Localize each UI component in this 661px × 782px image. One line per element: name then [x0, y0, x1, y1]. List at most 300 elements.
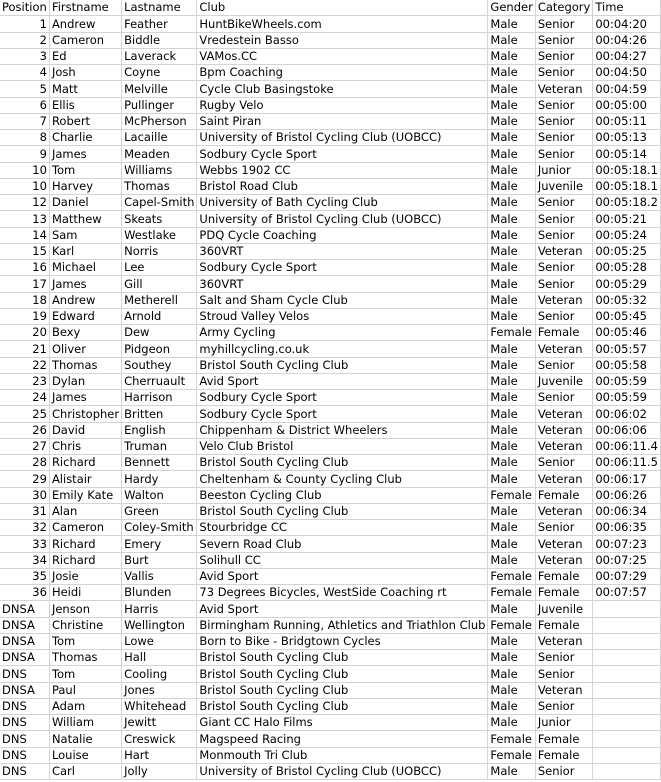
gender-cell[interactable]: Male	[488, 178, 535, 194]
lastname-cell[interactable]: Hart	[122, 747, 197, 763]
lastname-cell[interactable]: Cooling	[122, 666, 197, 682]
club-cell[interactable]: Bpm Coaching	[197, 65, 488, 81]
category-cell[interactable]: Junior	[535, 162, 593, 178]
lastname-cell[interactable]: Thomas	[122, 178, 197, 194]
time-cell[interactable]: 00:06:11.4	[593, 438, 661, 454]
category-cell[interactable]: Female	[535, 731, 593, 747]
position-cell[interactable]: 4	[0, 65, 49, 81]
firstname-cell[interactable]: Bexy	[49, 325, 121, 341]
gender-cell[interactable]: Male	[488, 455, 535, 471]
gender-cell[interactable]: Male	[488, 422, 535, 438]
club-cell[interactable]: PDQ Cycle Coaching	[197, 227, 488, 243]
category-cell[interactable]: Senior	[535, 113, 593, 129]
club-cell[interactable]: Cycle Club Basingstoke	[197, 81, 488, 97]
position-cell[interactable]: 30	[0, 487, 49, 503]
category-cell[interactable]: Senior	[535, 650, 593, 666]
firstname-cell[interactable]: Josie	[49, 568, 121, 584]
header-club[interactable]: Club	[197, 0, 488, 16]
header-time[interactable]: Time	[593, 0, 661, 16]
category-cell[interactable]: Senior	[535, 308, 593, 324]
position-cell[interactable]: 13	[0, 211, 49, 227]
position-cell[interactable]: 26	[0, 422, 49, 438]
gender-cell[interactable]: Male	[488, 32, 535, 48]
firstname-cell[interactable]: Louise	[49, 747, 121, 763]
club-cell[interactable]: 360VRT	[197, 243, 488, 259]
club-cell[interactable]: Beeston Cycling Club	[197, 487, 488, 503]
category-cell[interactable]: Female	[535, 585, 593, 601]
lastname-cell[interactable]: Capel-Smith	[122, 195, 197, 211]
time-cell[interactable]: 00:05:58	[593, 357, 661, 373]
position-cell[interactable]: DNSA	[0, 650, 49, 666]
time-cell[interactable]: 00:06:11.5	[593, 455, 661, 471]
category-cell[interactable]: Senior	[535, 520, 593, 536]
category-cell[interactable]: Veteran	[535, 81, 593, 97]
lastname-cell[interactable]: Lee	[122, 260, 197, 276]
club-cell[interactable]: Birmingham Running, Athletics and Triathlon Club	[197, 617, 488, 633]
gender-cell[interactable]: Male	[488, 503, 535, 519]
time-cell[interactable]	[593, 747, 661, 763]
gender-cell[interactable]: Male	[488, 211, 535, 227]
lastname-cell[interactable]: Williams	[122, 162, 197, 178]
time-cell[interactable]: 00:05:18.1	[593, 178, 661, 194]
lastname-cell[interactable]: Laverack	[122, 48, 197, 64]
category-cell[interactable]: Female	[535, 747, 593, 763]
firstname-cell[interactable]: Ellis	[49, 97, 121, 113]
lastname-cell[interactable]: English	[122, 422, 197, 438]
category-cell[interactable]: Senior	[535, 390, 593, 406]
category-cell[interactable]: Senior	[535, 666, 593, 682]
club-cell[interactable]: University of Bath Cycling Club	[197, 195, 488, 211]
gender-cell[interactable]: Male	[488, 260, 535, 276]
time-cell[interactable]: 00:06:17	[593, 471, 661, 487]
firstname-cell[interactable]: James	[49, 146, 121, 162]
position-cell[interactable]: 20	[0, 325, 49, 341]
position-cell[interactable]: DNS	[0, 698, 49, 714]
time-cell[interactable]: 00:05:28	[593, 260, 661, 276]
club-cell[interactable]: Bristol South Cycling Club	[197, 357, 488, 373]
lastname-cell[interactable]: Biddle	[122, 32, 197, 48]
lastname-cell[interactable]: Meaden	[122, 146, 197, 162]
time-cell[interactable]: 00:05:29	[593, 276, 661, 292]
gender-cell[interactable]: Female	[488, 325, 535, 341]
gender-cell[interactable]: Male	[488, 406, 535, 422]
gender-cell[interactable]: Male	[488, 81, 535, 97]
lastname-cell[interactable]: Coyne	[122, 65, 197, 81]
lastname-cell[interactable]: Truman	[122, 438, 197, 454]
time-cell[interactable]: 00:05:59	[593, 373, 661, 389]
time-cell[interactable]: 00:04:26	[593, 32, 661, 48]
firstname-cell[interactable]: Thomas	[49, 357, 121, 373]
category-cell[interactable]: Juvenile	[535, 373, 593, 389]
time-cell[interactable]: 00:05:00	[593, 97, 661, 113]
position-cell[interactable]: DNS	[0, 747, 49, 763]
club-cell[interactable]: Saint Piran	[197, 113, 488, 129]
firstname-cell[interactable]: Cameron	[49, 520, 121, 536]
club-cell[interactable]: 73 Degrees Bicycles, WestSide Coaching rt	[197, 585, 488, 601]
gender-cell[interactable]: Male	[488, 243, 535, 259]
time-cell[interactable]: 00:05:21	[593, 211, 661, 227]
firstname-cell[interactable]: Michael	[49, 260, 121, 276]
club-cell[interactable]: Born to Bike - Bridgtown Cycles	[197, 633, 488, 649]
lastname-cell[interactable]: Norris	[122, 243, 197, 259]
position-cell[interactable]: 28	[0, 455, 49, 471]
position-cell[interactable]: 3	[0, 48, 49, 64]
time-cell[interactable]: 00:05:24	[593, 227, 661, 243]
time-cell[interactable]: 00:05:46	[593, 325, 661, 341]
firstname-cell[interactable]: James	[49, 276, 121, 292]
position-cell[interactable]: DNS	[0, 763, 49, 779]
category-cell[interactable]: Senior	[535, 211, 593, 227]
time-cell[interactable]: 00:05:18.1	[593, 162, 661, 178]
lastname-cell[interactable]: Coley-Smith	[122, 520, 197, 536]
time-cell[interactable]: 00:05:13	[593, 130, 661, 146]
position-cell[interactable]: 22	[0, 357, 49, 373]
category-cell[interactable]: Veteran	[535, 422, 593, 438]
club-cell[interactable]: University of Bristol Cycling Club (UOBCC)	[197, 211, 488, 227]
firstname-cell[interactable]: Heidi	[49, 585, 121, 601]
category-cell[interactable]: Female	[535, 617, 593, 633]
position-cell[interactable]: 16	[0, 260, 49, 276]
gender-cell[interactable]: Male	[488, 438, 535, 454]
time-cell[interactable]: 00:07:25	[593, 552, 661, 568]
gender-cell[interactable]: Male	[488, 97, 535, 113]
gender-cell[interactable]: Male	[488, 373, 535, 389]
club-cell[interactable]: Solihull CC	[197, 552, 488, 568]
time-cell[interactable]	[593, 601, 661, 617]
gender-cell[interactable]: Male	[488, 113, 535, 129]
lastname-cell[interactable]: Jones	[122, 682, 197, 698]
time-cell[interactable]: 00:06:26	[593, 487, 661, 503]
category-cell[interactable]: Senior	[535, 763, 593, 779]
category-cell[interactable]: Senior	[535, 698, 593, 714]
position-cell[interactable]: 27	[0, 438, 49, 454]
gender-cell[interactable]: Male	[488, 552, 535, 568]
lastname-cell[interactable]: Britten	[122, 406, 197, 422]
firstname-cell[interactable]: Carl	[49, 763, 121, 779]
category-cell[interactable]: Female	[535, 325, 593, 341]
category-cell[interactable]: Junior	[535, 715, 593, 731]
time-cell[interactable]: 00:05:11	[593, 113, 661, 129]
gender-cell[interactable]: Male	[488, 390, 535, 406]
club-cell[interactable]: Bristol South Cycling Club	[197, 455, 488, 471]
club-cell[interactable]: Chippenham & District Wheelers	[197, 422, 488, 438]
category-cell[interactable]: Senior	[535, 130, 593, 146]
time-cell[interactable]	[593, 682, 661, 698]
category-cell[interactable]: Senior	[535, 16, 593, 32]
lastname-cell[interactable]: Creswick	[122, 731, 197, 747]
category-cell[interactable]: Juvenile	[535, 178, 593, 194]
firstname-cell[interactable]: Edward	[49, 308, 121, 324]
category-cell[interactable]: Veteran	[535, 503, 593, 519]
gender-cell[interactable]: Male	[488, 130, 535, 146]
gender-cell[interactable]: Male	[488, 763, 535, 779]
firstname-cell[interactable]: Dylan	[49, 373, 121, 389]
firstname-cell[interactable]: Richard	[49, 455, 121, 471]
gender-cell[interactable]: Male	[488, 341, 535, 357]
time-cell[interactable]: 00:07:57	[593, 585, 661, 601]
gender-cell[interactable]: Female	[488, 747, 535, 763]
gender-cell[interactable]: Female	[488, 617, 535, 633]
lastname-cell[interactable]: Wellington	[122, 617, 197, 633]
gender-cell[interactable]: Male	[488, 195, 535, 211]
header-position[interactable]: Position	[0, 0, 49, 16]
club-cell[interactable]: Rugby Velo	[197, 97, 488, 113]
firstname-cell[interactable]: Sam	[49, 227, 121, 243]
lastname-cell[interactable]: Harrison	[122, 390, 197, 406]
gender-cell[interactable]: Male	[488, 520, 535, 536]
firstname-cell[interactable]: Josh	[49, 65, 121, 81]
time-cell[interactable]: 00:05:25	[593, 243, 661, 259]
lastname-cell[interactable]: Lowe	[122, 633, 197, 649]
club-cell[interactable]: Giant CC Halo Films	[197, 715, 488, 731]
category-cell[interactable]: Senior	[535, 146, 593, 162]
club-cell[interactable]: Avid Sport	[197, 373, 488, 389]
gender-cell[interactable]: Male	[488, 48, 535, 64]
time-cell[interactable]: 00:05:18.2	[593, 195, 661, 211]
gender-cell[interactable]: Male	[488, 698, 535, 714]
club-cell[interactable]: VAMos.CC	[197, 48, 488, 64]
time-cell[interactable]: 00:04:50	[593, 65, 661, 81]
club-cell[interactable]: University of Bristol Cycling Club (UOBCC)	[197, 130, 488, 146]
category-cell[interactable]: Veteran	[535, 406, 593, 422]
category-cell[interactable]: Female	[535, 568, 593, 584]
lastname-cell[interactable]: Lacaille	[122, 130, 197, 146]
firstname-cell[interactable]: Jenson	[49, 601, 121, 617]
firstname-cell[interactable]: Alan	[49, 503, 121, 519]
club-cell[interactable]: Magspeed Racing	[197, 731, 488, 747]
firstname-cell[interactable]: James	[49, 390, 121, 406]
club-cell[interactable]: Cheltenham & County Cycling Club	[197, 471, 488, 487]
time-cell[interactable]: 00:07:23	[593, 536, 661, 552]
club-cell[interactable]: Velo Club Bristol	[197, 438, 488, 454]
gender-cell[interactable]: Male	[488, 65, 535, 81]
position-cell[interactable]: 21	[0, 341, 49, 357]
category-cell[interactable]: Senior	[535, 357, 593, 373]
position-cell[interactable]: 19	[0, 308, 49, 324]
lastname-cell[interactable]: Arnold	[122, 308, 197, 324]
firstname-cell[interactable]: William	[49, 715, 121, 731]
firstname-cell[interactable]: Cameron	[49, 32, 121, 48]
category-cell[interactable]: Senior	[535, 455, 593, 471]
club-cell[interactable]: Bristol Road Club	[197, 178, 488, 194]
time-cell[interactable]: 00:04:59	[593, 81, 661, 97]
lastname-cell[interactable]: McPherson	[122, 113, 197, 129]
position-cell[interactable]: 17	[0, 276, 49, 292]
firstname-cell[interactable]: Thomas	[49, 650, 121, 666]
firstname-cell[interactable]: Alistair	[49, 471, 121, 487]
category-cell[interactable]: Senior	[535, 32, 593, 48]
position-cell[interactable]: 36	[0, 585, 49, 601]
lastname-cell[interactable]: Blunden	[122, 585, 197, 601]
position-cell[interactable]: 8	[0, 130, 49, 146]
time-cell[interactable]	[593, 715, 661, 731]
time-cell[interactable]: 00:05:14	[593, 146, 661, 162]
lastname-cell[interactable]: Pullinger	[122, 97, 197, 113]
club-cell[interactable]: Bristol South Cycling Club	[197, 682, 488, 698]
firstname-cell[interactable]: Christopher	[49, 406, 121, 422]
lastname-cell[interactable]: Feather	[122, 16, 197, 32]
club-cell[interactable]: Avid Sport	[197, 601, 488, 617]
club-cell[interactable]: Stroud Valley Velos	[197, 308, 488, 324]
gender-cell[interactable]: Male	[488, 357, 535, 373]
category-cell[interactable]: Juvenile	[535, 601, 593, 617]
position-cell[interactable]: 23	[0, 373, 49, 389]
time-cell[interactable]: 00:05:57	[593, 341, 661, 357]
position-cell[interactable]: 2	[0, 32, 49, 48]
gender-cell[interactable]: Female	[488, 731, 535, 747]
category-cell[interactable]: Veteran	[535, 633, 593, 649]
club-cell[interactable]: Stourbridge CC	[197, 520, 488, 536]
club-cell[interactable]: Severn Road Club	[197, 536, 488, 552]
gender-cell[interactable]: Male	[488, 146, 535, 162]
header-firstname[interactable]: Firstname	[49, 0, 121, 16]
position-cell[interactable]: 18	[0, 292, 49, 308]
lastname-cell[interactable]: Green	[122, 503, 197, 519]
firstname-cell[interactable]: Tom	[49, 666, 121, 682]
category-cell[interactable]: Veteran	[535, 341, 593, 357]
club-cell[interactable]: Sodbury Cycle Sport	[197, 146, 488, 162]
lastname-cell[interactable]: Skeats	[122, 211, 197, 227]
firstname-cell[interactable]: Christine	[49, 617, 121, 633]
firstname-cell[interactable]: Karl	[49, 243, 121, 259]
firstname-cell[interactable]: Daniel	[49, 195, 121, 211]
time-cell[interactable]: 00:05:32	[593, 292, 661, 308]
position-cell[interactable]: DNS	[0, 715, 49, 731]
position-cell[interactable]: DNS	[0, 666, 49, 682]
firstname-cell[interactable]: Chris	[49, 438, 121, 454]
lastname-cell[interactable]: Harris	[122, 601, 197, 617]
club-cell[interactable]: Salt and Sham Cycle Club	[197, 292, 488, 308]
position-cell[interactable]: 9	[0, 146, 49, 162]
time-cell[interactable]: 00:07:29	[593, 568, 661, 584]
category-cell[interactable]: Senior	[535, 48, 593, 64]
gender-cell[interactable]: Male	[488, 292, 535, 308]
gender-cell[interactable]: Male	[488, 666, 535, 682]
club-cell[interactable]: myhillcycling.co.uk	[197, 341, 488, 357]
time-cell[interactable]	[593, 731, 661, 747]
club-cell[interactable]: Bristol South Cycling Club	[197, 503, 488, 519]
position-cell[interactable]: 5	[0, 81, 49, 97]
category-cell[interactable]: Senior	[535, 276, 593, 292]
firstname-cell[interactable]: Emily Kate	[49, 487, 121, 503]
position-cell[interactable]: DNS	[0, 731, 49, 747]
firstname-cell[interactable]: Oliver	[49, 341, 121, 357]
gender-cell[interactable]: Male	[488, 162, 535, 178]
lastname-cell[interactable]: Hall	[122, 650, 197, 666]
position-cell[interactable]: 32	[0, 520, 49, 536]
position-cell[interactable]: 34	[0, 552, 49, 568]
gender-cell[interactable]: Male	[488, 227, 535, 243]
club-cell[interactable]: Avid Sport	[197, 568, 488, 584]
time-cell[interactable]: 00:04:20	[593, 16, 661, 32]
position-cell[interactable]: 10	[0, 162, 49, 178]
position-cell[interactable]: 7	[0, 113, 49, 129]
lastname-cell[interactable]: Emery	[122, 536, 197, 552]
firstname-cell[interactable]: Matthew	[49, 211, 121, 227]
position-cell[interactable]: 24	[0, 390, 49, 406]
category-cell[interactable]: Veteran	[535, 243, 593, 259]
position-cell[interactable]: DNSA	[0, 633, 49, 649]
gender-cell[interactable]: Male	[488, 308, 535, 324]
time-cell[interactable]	[593, 633, 661, 649]
position-cell[interactable]: 29	[0, 471, 49, 487]
time-cell[interactable]: 00:06:02	[593, 406, 661, 422]
time-cell[interactable]: 00:05:45	[593, 308, 661, 324]
gender-cell[interactable]: Male	[488, 650, 535, 666]
gender-cell[interactable]: Male	[488, 682, 535, 698]
gender-cell[interactable]: Male	[488, 471, 535, 487]
firstname-cell[interactable]: Matt	[49, 81, 121, 97]
gender-cell[interactable]: Female	[488, 585, 535, 601]
category-cell[interactable]: Veteran	[535, 292, 593, 308]
firstname-cell[interactable]: Andrew	[49, 292, 121, 308]
lastname-cell[interactable]: Vallis	[122, 568, 197, 584]
club-cell[interactable]: Bristol South Cycling Club	[197, 666, 488, 682]
category-cell[interactable]: Veteran	[535, 536, 593, 552]
gender-cell[interactable]: Male	[488, 536, 535, 552]
position-cell[interactable]: 1	[0, 16, 49, 32]
firstname-cell[interactable]: Richard	[49, 536, 121, 552]
header-gender[interactable]: Gender	[488, 0, 535, 16]
firstname-cell[interactable]: Adam	[49, 698, 121, 714]
time-cell[interactable]	[593, 698, 661, 714]
gender-cell[interactable]: Female	[488, 487, 535, 503]
lastname-cell[interactable]: Jewitt	[122, 715, 197, 731]
position-cell[interactable]: 31	[0, 503, 49, 519]
gender-cell[interactable]: Male	[488, 276, 535, 292]
position-cell[interactable]: DNSA	[0, 601, 49, 617]
club-cell[interactable]: Army Cycling	[197, 325, 488, 341]
club-cell[interactable]: Sodbury Cycle Sport	[197, 406, 488, 422]
time-cell[interactable]: 00:06:35	[593, 520, 661, 536]
lastname-cell[interactable]: Burt	[122, 552, 197, 568]
firstname-cell[interactable]: Andrew	[49, 16, 121, 32]
time-cell[interactable]: 00:05:59	[593, 390, 661, 406]
category-cell[interactable]: Senior	[535, 260, 593, 276]
lastname-cell[interactable]: Bennett	[122, 455, 197, 471]
category-cell[interactable]: Senior	[535, 65, 593, 81]
firstname-cell[interactable]: Paul	[49, 682, 121, 698]
firstname-cell[interactable]: Tom	[49, 633, 121, 649]
club-cell[interactable]: University of Bristol Cycling Club (UOBCC)	[197, 763, 488, 779]
header-category[interactable]: Category	[535, 0, 593, 16]
time-cell[interactable]	[593, 617, 661, 633]
firstname-cell[interactable]: Tom	[49, 162, 121, 178]
position-cell[interactable]: DNSA	[0, 617, 49, 633]
club-cell[interactable]: Bristol South Cycling Club	[197, 650, 488, 666]
time-cell[interactable]	[593, 666, 661, 682]
position-cell[interactable]: 15	[0, 243, 49, 259]
category-cell[interactable]: Senior	[535, 97, 593, 113]
category-cell[interactable]: Veteran	[535, 471, 593, 487]
lastname-cell[interactable]: Cherruault	[122, 373, 197, 389]
gender-cell[interactable]: Female	[488, 568, 535, 584]
club-cell[interactable]: Sodbury Cycle Sport	[197, 390, 488, 406]
lastname-cell[interactable]: Metherell	[122, 292, 197, 308]
gender-cell[interactable]: Male	[488, 715, 535, 731]
category-cell[interactable]: Senior	[535, 195, 593, 211]
category-cell[interactable]: Veteran	[535, 682, 593, 698]
lastname-cell[interactable]: Pidgeon	[122, 341, 197, 357]
club-cell[interactable]: Monmouth Tri Club	[197, 747, 488, 763]
category-cell[interactable]: Senior	[535, 227, 593, 243]
firstname-cell[interactable]: Robert	[49, 113, 121, 129]
time-cell[interactable]: 00:06:06	[593, 422, 661, 438]
header-lastname[interactable]: Lastname	[122, 0, 197, 16]
lastname-cell[interactable]: Melville	[122, 81, 197, 97]
time-cell[interactable]: 00:06:34	[593, 503, 661, 519]
lastname-cell[interactable]: Whitehead	[122, 698, 197, 714]
